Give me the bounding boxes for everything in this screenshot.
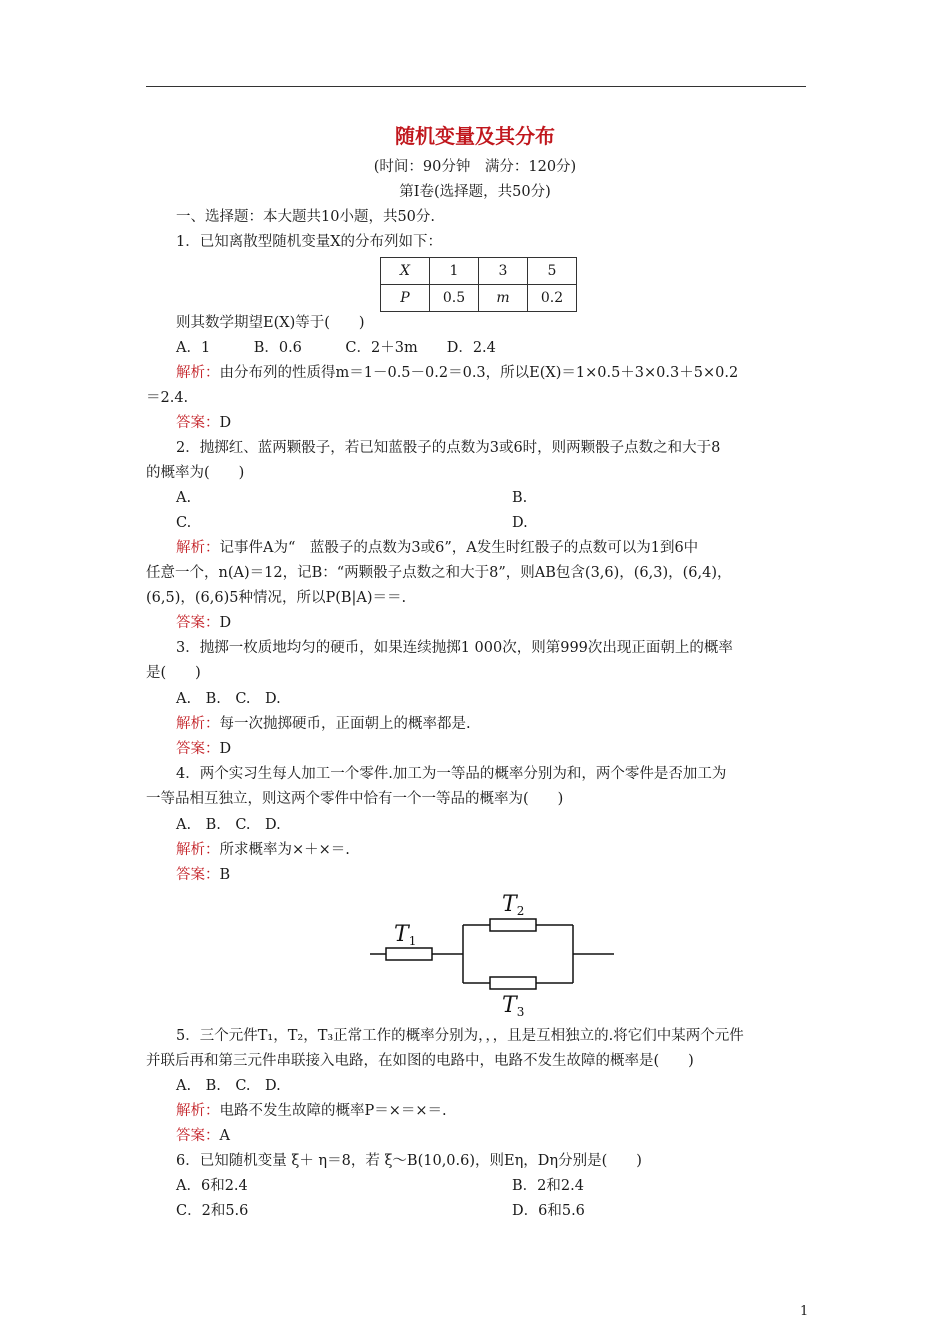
q1-answer bbox=[176, 413, 231, 433]
page-number: 1 bbox=[800, 1304, 809, 1319]
q5-stem-cont: 并联后再和第三元件串联接入电路，在如图的电路中，电路不发生故障的概率是( ) bbox=[146, 1053, 694, 1069]
q2-stem-cont: 的概率为( ) bbox=[146, 465, 245, 481]
exam-info: (时间：90分钟 满分：120分) bbox=[373, 159, 577, 175]
table-row bbox=[381, 285, 577, 312]
table-cell: 5 bbox=[528, 258, 577, 285]
explanation-label: 解析： bbox=[176, 1103, 220, 1119]
table-cell: 0.2 bbox=[528, 285, 577, 312]
explanation-text: 由分布列的性质得m＝1－0.5－0.2＝0.3，所以E(X)＝1×0.5＋3×0.3＋5×0.2 bbox=[219, 365, 739, 381]
q3-explanation bbox=[176, 714, 471, 734]
q2-answer bbox=[176, 613, 231, 633]
explanation-text: 记事件A为“ 蓝骰子的点数为3或6”，A发生时红骰子的点数可以为1到6中 bbox=[219, 540, 699, 556]
q2-explanation bbox=[176, 538, 698, 558]
page-title: 随机变量及其分布 bbox=[395, 124, 555, 148]
resistor-t2 bbox=[490, 919, 536, 931]
table-cell: 1 bbox=[430, 258, 479, 285]
q1-explanation bbox=[176, 363, 738, 383]
table-row bbox=[381, 258, 577, 285]
answer-label: 答案： bbox=[176, 415, 220, 431]
table-cell: P bbox=[381, 285, 430, 312]
q4-explanation bbox=[176, 840, 350, 860]
q2-explanation-cont: 任意一个，n(A)＝12，记B：“两颗骰子点数之和大于8”，则AB包含(3,6)，(6,3)，(6,4)， bbox=[146, 565, 732, 581]
q4-stem-cont: 一等品相互独立，则这两个零件中恰有一个一等品的概率为( ) bbox=[146, 791, 564, 807]
explanation-label: 解析： bbox=[176, 540, 220, 556]
resistor-t1 bbox=[386, 948, 432, 960]
q4-options: A. B. C. D. bbox=[176, 817, 281, 833]
q3-stem: 3．抛掷一枚质地均匀的硬币，如果连续抛掷1 000次，则第999次出现正面朝上的概率 bbox=[176, 640, 733, 656]
distribution-table bbox=[380, 257, 577, 312]
resistor-t3 bbox=[490, 977, 536, 989]
answer-value: B bbox=[219, 867, 231, 883]
explanation-text: 所求概率为×＋×＝. bbox=[219, 842, 350, 858]
label-t2: T2 bbox=[502, 892, 525, 918]
answer-value: D bbox=[219, 415, 232, 431]
q5-options: A. B. C. D. bbox=[176, 1078, 281, 1094]
q1-ask: 则其数学期望E(X)等于( ) bbox=[176, 315, 365, 331]
table-cell: 0.5 bbox=[430, 285, 479, 312]
header-rule bbox=[146, 86, 806, 87]
q5-answer bbox=[176, 1126, 230, 1146]
explanation-label: 解析： bbox=[176, 716, 220, 732]
circuit-diagram bbox=[360, 885, 630, 1020]
q2-option-d: D. bbox=[512, 515, 528, 531]
explanation-text: 每一次抛掷硬币，正面朝上的概率都是. bbox=[219, 716, 471, 732]
q6-option-a: A．6和2.4 bbox=[176, 1178, 248, 1194]
q2-explanation-cont2: (6,5)，(6,6)5种情况，所以P(B|A)＝＝. bbox=[146, 590, 407, 606]
answer-label: 答案： bbox=[176, 1128, 220, 1144]
table-cell: X bbox=[381, 258, 430, 285]
part-heading: 第Ⅰ卷(选择题，共50分) bbox=[399, 184, 551, 200]
answer-label: 答案： bbox=[176, 741, 220, 757]
q2-stem: 2．抛掷红、蓝两颗骰子，若已知蓝骰子的点数为3或6时，则两颗骰子点数之和大于8 bbox=[176, 440, 721, 456]
q5-explanation bbox=[176, 1101, 447, 1121]
q4-stem: 4．两个实习生每人加工一个零件.加工为一等品的概率分别为和，两个零件是否加工为 bbox=[176, 766, 727, 782]
explanation-text: 电路不发生故障的概率P＝×＝×＝. bbox=[219, 1103, 447, 1119]
q5-stem: 5．三个元件T₁，T₂，T₃正常工作的概率分别为，，，且是互相独立的.将它们中某两个元件 bbox=[176, 1028, 744, 1044]
q1-explanation-cont: ＝2.4. bbox=[146, 390, 189, 406]
explanation-label: 解析： bbox=[176, 842, 220, 858]
table-cell: m bbox=[479, 285, 528, 312]
q6-option-d: D．6和5.6 bbox=[512, 1203, 585, 1219]
answer-value: D bbox=[219, 615, 232, 631]
label-t1: T1 bbox=[394, 922, 417, 948]
q6-option-c: C．2和5.6 bbox=[176, 1203, 249, 1219]
q1-stem: 1．已知离散型随机变量X的分布列如下： bbox=[176, 234, 443, 250]
q3-stem-cont: 是( ) bbox=[146, 665, 201, 681]
q4-answer bbox=[176, 865, 230, 885]
q3-answer bbox=[176, 739, 231, 759]
answer-label: 答案： bbox=[176, 867, 220, 883]
q2-option-b: B. bbox=[512, 490, 528, 506]
q6-option-b: B．2和2.4 bbox=[512, 1178, 584, 1194]
q2-option-a: A. bbox=[176, 490, 192, 506]
q6-stem: 6．已知随机变量 ξ＋ η＝8，若 ξ～B(10,0.6)，则Eη，Dη分别是( ) bbox=[176, 1153, 642, 1169]
answer-value: D bbox=[219, 741, 232, 757]
q3-options: A. B. C. D. bbox=[176, 691, 281, 707]
section-heading: 一、选择题：本大题共10小题，共50分. bbox=[176, 209, 436, 225]
q2-option-c: C. bbox=[176, 515, 192, 531]
answer-label: 答案： bbox=[176, 615, 220, 631]
answer-value: A bbox=[219, 1128, 230, 1144]
table-cell: 3 bbox=[479, 258, 528, 285]
label-t3: T3 bbox=[502, 993, 525, 1019]
q1-options: A．1 B．0.6 C．2＋3m D．2.4 bbox=[176, 340, 496, 356]
explanation-label: 解析： bbox=[176, 365, 220, 381]
